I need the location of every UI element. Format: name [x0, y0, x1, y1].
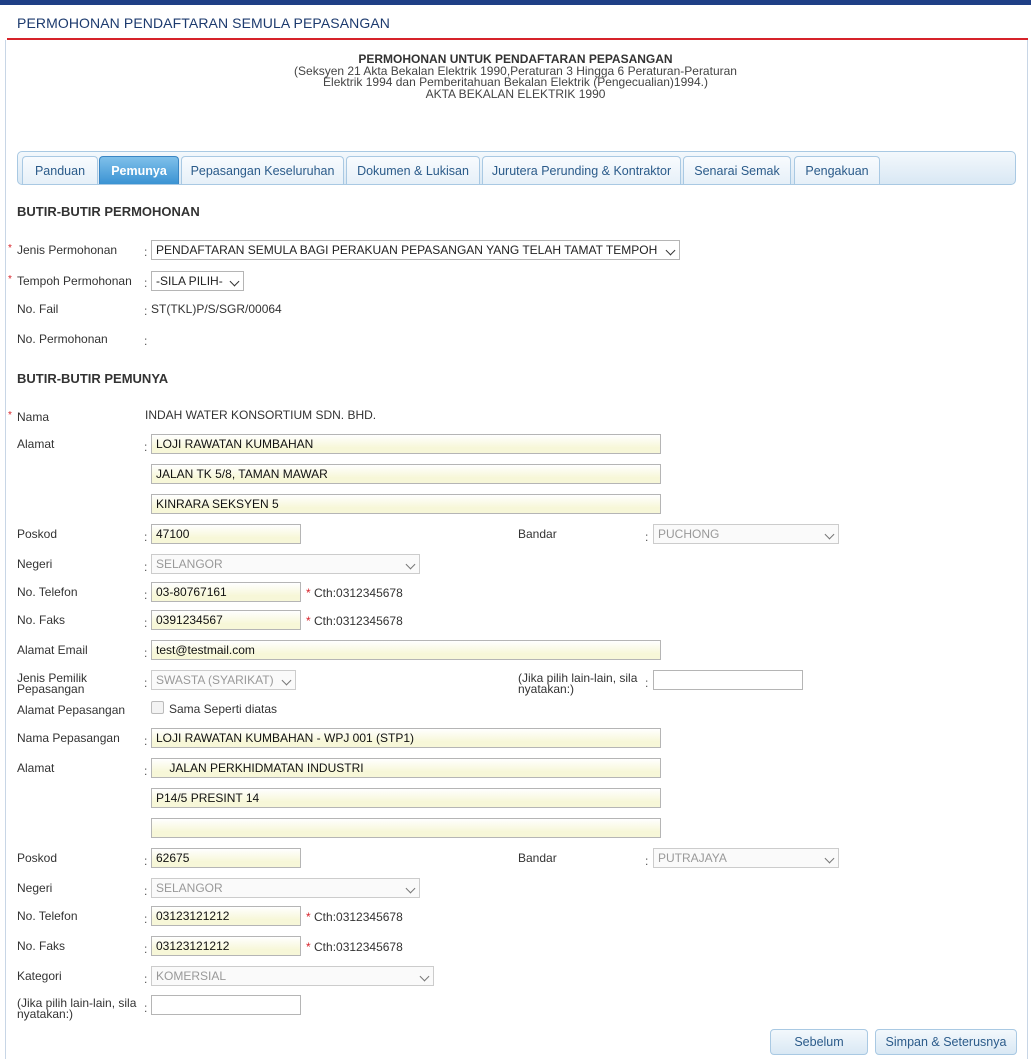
page-title: PERMOHONAN PENDAFTARAN SEMULA PEPASANGAN [17, 15, 390, 31]
input-telefon-pepasangan[interactable] [151, 906, 301, 926]
input-nama-pepasangan[interactable] [151, 728, 661, 748]
colon: : [144, 676, 148, 690]
colon: : [144, 764, 148, 778]
section-permohonan-heading: BUTIR-BUTIR PERMOHONAN [17, 204, 200, 219]
label-negeri: Negeri [17, 557, 53, 571]
colon: : [144, 245, 148, 259]
hint-text: Cth:0312345678 [314, 940, 403, 954]
input-faks-pemunya[interactable] [151, 610, 301, 630]
form-header [0, 54, 1031, 100]
label-nama: Nama [17, 410, 50, 424]
chevron-down-icon [666, 246, 676, 256]
label-lain-lain-kategori-line1: (Jika pilih lain-lain, sila [17, 996, 137, 1010]
label-bandar: Bandar [518, 527, 557, 541]
hint-text: Cth:0312345678 [314, 910, 403, 924]
required-marker: * [306, 614, 311, 628]
section-pemunya-heading: BUTIR-BUTIR PEMUNYA [17, 371, 169, 386]
required-marker: * [8, 410, 12, 421]
select-kategori-value: KOMERSIAL [156, 969, 227, 983]
label-lain-lain [518, 673, 637, 695]
required-marker: * [306, 940, 311, 954]
colon: : [144, 972, 148, 986]
colon: : [645, 854, 649, 868]
colon: : [144, 334, 148, 348]
label-alamat-email: Alamat Email [17, 643, 88, 657]
tab-bar [17, 151, 1016, 185]
label-jenis-pemilik-line1: Jenis Pemilik [17, 671, 88, 685]
select-bandar-pepasangan[interactable] [653, 848, 839, 868]
colon: : [144, 304, 148, 318]
label-kategori: Kategori [17, 969, 62, 983]
chevron-down-icon [230, 277, 240, 287]
frame-left-border [5, 40, 6, 1059]
input-alamat-pemunya-2[interactable] [151, 464, 661, 484]
colon: : [144, 440, 148, 454]
select-negeri-pepasangan[interactable] [151, 878, 420, 898]
hint-telefon-pepasangan [306, 910, 403, 924]
form-header-title: PERMOHONAN UNTUK PENDAFTARAN PEPASANGAN [358, 52, 673, 66]
label-lain-lain-line2: nyatakan:) [518, 682, 575, 696]
label-no-telefon-pepasangan: No. Telefon [17, 909, 78, 923]
tab-jurutera-perunding[interactable]: Jurutera Perunding & Kontraktor [482, 156, 681, 184]
input-poskod-pemunya[interactable] [151, 524, 301, 544]
chevron-down-icon [282, 676, 292, 686]
label-poskod-pepasangan: Poskod [17, 851, 58, 865]
tab-senarai-semak[interactable]: Senarai Semak [683, 156, 791, 184]
label-negeri-pepasangan: Negeri [17, 881, 53, 895]
tab-panduan[interactable]: Panduan [22, 156, 98, 184]
label-lain-lain-kategori [17, 998, 136, 1020]
input-email-pemunya[interactable] [151, 640, 661, 660]
form-header-line1: (Seksyen 21 Akta Bekalan Elektrik 1990,Peraturan 3 Hingga 6 Peraturan-Peraturan [294, 63, 737, 78]
colon: : [144, 912, 148, 926]
input-alamat-pepasangan-3[interactable] [151, 818, 661, 838]
chevron-down-icon [406, 560, 416, 570]
required-marker: * [306, 586, 311, 600]
chevron-down-icon [825, 530, 835, 540]
previous-button[interactable]: Sebelum [770, 1029, 868, 1055]
label-poskod: Poskod [17, 527, 58, 541]
select-negeri-pemunya[interactable] [151, 554, 420, 574]
select-kategori[interactable] [151, 966, 434, 986]
input-lain-lain-pemilik[interactable] [653, 670, 803, 690]
input-alamat-pemunya-3[interactable] [151, 494, 661, 514]
hint-faks-pepasangan [306, 940, 403, 954]
colon: : [144, 530, 148, 544]
colon: : [144, 734, 148, 748]
input-lain-lain-kategori[interactable] [151, 995, 301, 1015]
label-no-fail: No. Fail [17, 302, 59, 316]
hint-telefon-pemunya [306, 586, 403, 600]
value-no-fail: ST(TKL)P/S/SGR/00064 [151, 302, 282, 316]
select-negeri-pemunya-value: SELANGOR [156, 557, 223, 571]
label-alamat: Alamat [17, 437, 55, 451]
hint-text: Cth:0312345678 [314, 614, 403, 628]
label-alamat-pepasangan-field: Alamat [17, 761, 55, 775]
label-lain-lain-line1: (Jika pilih lain-lain, sila [518, 671, 638, 685]
tab-pemunya[interactable]: Pemunya [99, 156, 179, 184]
required-marker: * [8, 274, 12, 285]
chevron-down-icon [825, 854, 835, 864]
select-jenis-pemilik[interactable] [151, 670, 296, 690]
chevron-down-icon [406, 884, 416, 894]
tab-pengakuan[interactable]: Pengakuan [794, 156, 880, 184]
label-bandar-pepasangan: Bandar [518, 851, 557, 865]
required-marker: * [306, 910, 311, 924]
colon: : [144, 276, 148, 290]
hint-text: Cth:0312345678 [314, 586, 403, 600]
input-telefon-pemunya[interactable] [151, 582, 301, 602]
select-jenis-pemilik-value: SWASTA (SYARIKAT) [156, 673, 274, 687]
label-no-permohonan: No. Permohonan [17, 332, 108, 346]
top-bar [0, 0, 1031, 5]
label-alamat-pepasangan: Alamat Pepasangan [17, 703, 126, 717]
label-sama-seperti: Sama Seperti diatas [169, 702, 278, 716]
label-nama-pepasangan: Nama Pepasangan [17, 731, 120, 745]
select-bandar-pepasangan-value: PUTRAJAYA [658, 851, 727, 865]
colon: : [144, 1001, 148, 1015]
input-alamat-pepasangan-1[interactable] [151, 758, 661, 778]
required-marker: * [8, 243, 12, 254]
colon: : [645, 676, 649, 690]
select-jenis-permohonan-value: PENDAFTARAN SEMULA BAGI PERAKUAN PEPASANGAN YANG TELAH TAMAT TEMPOH [156, 243, 658, 257]
chevron-down-icon [420, 972, 430, 982]
value-nama-pemunya: INDAH WATER KONSORTIUM SDN. BHD. [145, 408, 377, 422]
input-faks-pepasangan[interactable] [151, 936, 301, 956]
checkbox-sama-seperti[interactable] [151, 701, 164, 714]
colon: : [144, 854, 148, 868]
colon: : [144, 616, 148, 630]
select-tempoh-permohonan[interactable] [151, 271, 244, 291]
colon: : [144, 560, 148, 574]
label-tempoh-permohonan: Tempoh Permohonan [17, 274, 132, 288]
tab-pepasangan-keseluruhan[interactable]: Pepasangan Keseluruhan [181, 156, 344, 184]
colon: : [144, 884, 148, 898]
select-bandar-pemunya-value: PUCHONG [658, 527, 720, 541]
label-no-faks-pepasangan: No. Faks [17, 939, 66, 953]
label-jenis-pemilik-line2: Pepasangan [17, 682, 85, 696]
input-alamat-pemunya-1[interactable] [151, 434, 661, 454]
select-tempoh-permohonan-value: -SILA PILIH- [156, 274, 223, 288]
frame-right-border [1027, 40, 1028, 1059]
select-bandar-pemunya[interactable] [653, 524, 839, 544]
hint-faks-pemunya [306, 614, 403, 628]
label-no-faks: No. Faks [17, 613, 66, 627]
title-divider [7, 38, 1028, 40]
form-header-line3: AKTA BEKALAN ELEKTRIK 1990 [425, 86, 606, 101]
select-negeri-pepasangan-value: SELANGOR [156, 881, 223, 895]
colon: : [144, 646, 148, 660]
form-header-line2: Elektrik 1994 dan Pemberitahuan Bekalan Elektrik (Pengecualian)1994.) [323, 75, 708, 89]
label-no-telefon: No. Telefon [17, 585, 78, 599]
label-lain-lain-kategori-line2: nyatakan:) [17, 1007, 74, 1021]
colon: : [645, 530, 649, 544]
colon: : [144, 588, 148, 602]
input-alamat-pepasangan-2[interactable] [151, 788, 661, 808]
label-jenis-pemilik [17, 673, 87, 695]
tab-dokumen-lukisan[interactable]: Dokumen & Lukisan [346, 156, 480, 184]
colon: : [144, 942, 148, 956]
select-jenis-permohonan[interactable] [151, 240, 680, 260]
save-next-button[interactable]: Simpan & Seterusnya [875, 1029, 1017, 1055]
input-poskod-pepasangan[interactable] [151, 848, 301, 868]
label-jenis-permohonan: Jenis Permohonan [17, 243, 118, 257]
